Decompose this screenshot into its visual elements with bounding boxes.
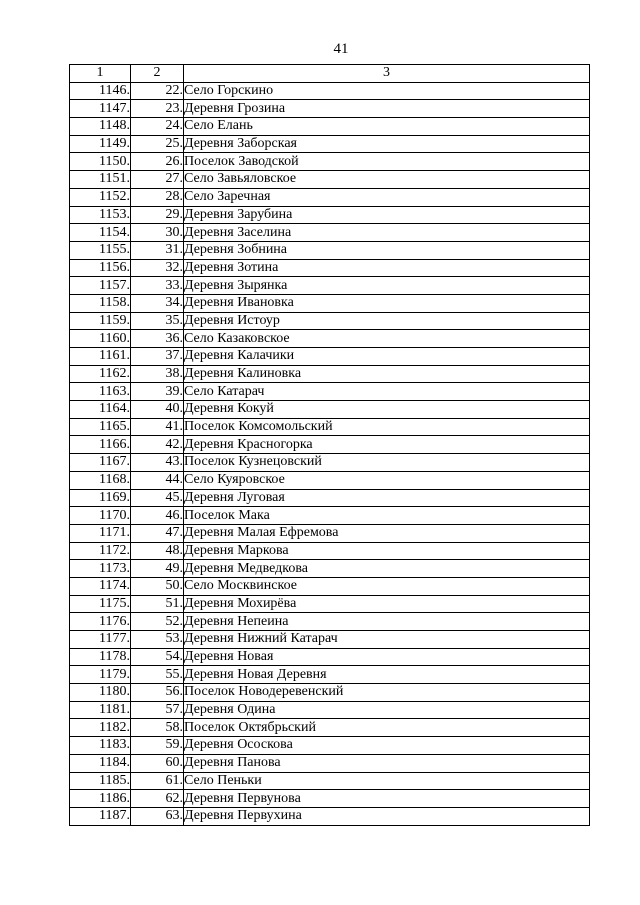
row-global-number: 1178. (70, 648, 131, 666)
row-local-number: 37. (131, 348, 184, 366)
row-global-number: 1159. (70, 312, 131, 330)
row-local-number: 22. (131, 82, 184, 100)
table-row (70, 737, 590, 755)
table-row (70, 577, 590, 595)
table-row (70, 772, 590, 790)
row-local-number: 47. (131, 524, 184, 542)
settlement-name: Деревня Зырянка (184, 277, 590, 295)
table-row (70, 631, 590, 649)
row-global-number: 1179. (70, 666, 131, 684)
settlement-name: Деревня Маркова (184, 542, 590, 560)
row-local-number: 61. (131, 772, 184, 790)
row-local-number: 45. (131, 489, 184, 507)
row-global-number: 1149. (70, 135, 131, 153)
row-local-number: 25. (131, 135, 184, 153)
table-row (70, 153, 590, 171)
row-local-number: 28. (131, 188, 184, 206)
row-global-number: 1150. (70, 153, 131, 171)
row-local-number: 24. (131, 118, 184, 136)
settlement-name: Село Завьяловское (184, 171, 590, 189)
settlement-name: Поселок Мака (184, 507, 590, 525)
row-local-number: 46. (131, 507, 184, 525)
settlement-name: Деревня Нижний Катарач (184, 631, 590, 649)
table-row (70, 595, 590, 613)
settlement-name: Деревня Малая Ефремова (184, 524, 590, 542)
settlements-table (69, 64, 590, 826)
table-body (70, 82, 590, 825)
row-global-number: 1186. (70, 790, 131, 808)
settlement-name: Деревня Ососкова (184, 737, 590, 755)
row-global-number: 1184. (70, 754, 131, 772)
settlement-name: Село Москвинское (184, 577, 590, 595)
table-row (70, 365, 590, 383)
settlement-name: Деревня Луговая (184, 489, 590, 507)
row-local-number: 59. (131, 737, 184, 755)
table-row (70, 524, 590, 542)
page-number: 41 (333, 41, 349, 57)
row-global-number: 1180. (70, 684, 131, 702)
column-header-2: 2 (131, 65, 184, 83)
settlement-name: Деревня Первунова (184, 790, 590, 808)
settlement-name: Деревня Новая (184, 648, 590, 666)
settlement-name: Деревня Ивановка (184, 294, 590, 312)
row-global-number: 1148. (70, 118, 131, 136)
table-row (70, 454, 590, 472)
table-row (70, 82, 590, 100)
row-global-number: 1160. (70, 330, 131, 348)
table-row (70, 259, 590, 277)
table-row (70, 648, 590, 666)
table-row (70, 330, 590, 348)
row-local-number: 34. (131, 294, 184, 312)
table-row (70, 418, 590, 436)
row-local-number: 42. (131, 436, 184, 454)
settlement-name: Деревня Одина (184, 701, 590, 719)
table-row (70, 294, 590, 312)
row-global-number: 1154. (70, 224, 131, 242)
settlement-name: Село Казаковское (184, 330, 590, 348)
settlement-name: Село Горскино (184, 82, 590, 100)
settlement-name: Деревня Непеина (184, 613, 590, 631)
table-row (70, 401, 590, 419)
settlement-name: Деревня Зарубина (184, 206, 590, 224)
table-row (70, 135, 590, 153)
row-local-number: 48. (131, 542, 184, 560)
row-global-number: 1183. (70, 737, 131, 755)
settlement-name: Деревня Мохирёва (184, 595, 590, 613)
settlement-name: Деревня Калачики (184, 348, 590, 366)
row-local-number: 51. (131, 595, 184, 613)
row-local-number: 27. (131, 171, 184, 189)
row-local-number: 60. (131, 754, 184, 772)
row-global-number: 1185. (70, 772, 131, 790)
row-global-number: 1153. (70, 206, 131, 224)
row-local-number: 26. (131, 153, 184, 171)
table-row (70, 224, 590, 242)
row-local-number: 23. (131, 100, 184, 118)
table-row (70, 348, 590, 366)
settlement-name: Село Заречная (184, 188, 590, 206)
table-row (70, 719, 590, 737)
row-local-number: 57. (131, 701, 184, 719)
table-row (70, 436, 590, 454)
row-global-number: 1168. (70, 471, 131, 489)
settlement-name: Деревня Заборская (184, 135, 590, 153)
row-local-number: 54. (131, 648, 184, 666)
row-local-number: 52. (131, 613, 184, 631)
row-global-number: 1181. (70, 701, 131, 719)
table-row (70, 489, 590, 507)
table-row (70, 560, 590, 578)
row-local-number: 38. (131, 365, 184, 383)
row-local-number: 44. (131, 471, 184, 489)
table-row (70, 684, 590, 702)
settlement-name: Деревня Заселина (184, 224, 590, 242)
table-row (70, 666, 590, 684)
table-row (70, 312, 590, 330)
table-row (70, 277, 590, 295)
row-local-number: 56. (131, 684, 184, 702)
settlement-name: Деревня Истоур (184, 312, 590, 330)
row-global-number: 1155. (70, 241, 131, 259)
settlement-name: Поселок Кузнецовский (184, 454, 590, 472)
settlement-name: Деревня Первухина (184, 807, 590, 825)
row-local-number: 41. (131, 418, 184, 436)
table-row (70, 471, 590, 489)
row-global-number: 1165. (70, 418, 131, 436)
table-row (70, 383, 590, 401)
row-global-number: 1173. (70, 560, 131, 578)
row-global-number: 1156. (70, 259, 131, 277)
row-global-number: 1182. (70, 719, 131, 737)
table-row (70, 118, 590, 136)
row-local-number: 62. (131, 790, 184, 808)
row-global-number: 1176. (70, 613, 131, 631)
row-local-number: 49. (131, 560, 184, 578)
table-row (70, 188, 590, 206)
row-global-number: 1161. (70, 348, 131, 366)
row-global-number: 1146. (70, 82, 131, 100)
row-global-number: 1172. (70, 542, 131, 560)
row-local-number: 58. (131, 719, 184, 737)
row-global-number: 1157. (70, 277, 131, 295)
row-local-number: 30. (131, 224, 184, 242)
settlement-name: Поселок Заводской (184, 153, 590, 171)
row-local-number: 55. (131, 666, 184, 684)
settlement-name: Деревня Панова (184, 754, 590, 772)
row-global-number: 1166. (70, 436, 131, 454)
settlement-name: Поселок Новодеревенский (184, 684, 590, 702)
table-header-row (70, 65, 590, 83)
table-row (70, 100, 590, 118)
settlement-name: Деревня Медведкова (184, 560, 590, 578)
column-header-3: 3 (184, 65, 590, 83)
table-row (70, 206, 590, 224)
table-row (70, 613, 590, 631)
row-local-number: 39. (131, 383, 184, 401)
settlement-name: Село Куяровское (184, 471, 590, 489)
row-local-number: 53. (131, 631, 184, 649)
settlement-name: Село Елань (184, 118, 590, 136)
row-global-number: 1163. (70, 383, 131, 401)
settlement-name: Деревня Кокуй (184, 401, 590, 419)
row-local-number: 63. (131, 807, 184, 825)
settlement-name: Село Катарач (184, 383, 590, 401)
settlement-name: Деревня Калиновка (184, 365, 590, 383)
settlement-name: Поселок Октябрьский (184, 719, 590, 737)
row-local-number: 50. (131, 577, 184, 595)
row-global-number: 1175. (70, 595, 131, 613)
settlement-name: Деревня Красногорка (184, 436, 590, 454)
settlement-name: Деревня Зотина (184, 259, 590, 277)
settlement-name: Поселок Комсомольский (184, 418, 590, 436)
row-global-number: 1147. (70, 100, 131, 118)
settlement-name: Деревня Новая Деревня (184, 666, 590, 684)
table-row (70, 790, 590, 808)
row-local-number: 32. (131, 259, 184, 277)
row-local-number: 36. (131, 330, 184, 348)
column-header-1: 1 (70, 65, 131, 83)
table-row (70, 754, 590, 772)
row-global-number: 1167. (70, 454, 131, 472)
row-global-number: 1151. (70, 171, 131, 189)
row-global-number: 1162. (70, 365, 131, 383)
table-row (70, 241, 590, 259)
row-local-number: 33. (131, 277, 184, 295)
row-global-number: 1177. (70, 631, 131, 649)
row-global-number: 1152. (70, 188, 131, 206)
row-global-number: 1171. (70, 524, 131, 542)
row-global-number: 1187. (70, 807, 131, 825)
table-row (70, 171, 590, 189)
row-global-number: 1158. (70, 294, 131, 312)
row-global-number: 1169. (70, 489, 131, 507)
row-local-number: 31. (131, 241, 184, 259)
row-global-number: 1174. (70, 577, 131, 595)
row-local-number: 29. (131, 206, 184, 224)
settlement-name: Деревня Зобнина (184, 241, 590, 259)
table-row (70, 542, 590, 560)
settlement-name: Село Пеньки (184, 772, 590, 790)
settlement-name: Деревня Грозина (184, 100, 590, 118)
row-local-number: 35. (131, 312, 184, 330)
row-global-number: 1170. (70, 507, 131, 525)
table-row (70, 507, 590, 525)
table-row (70, 807, 590, 825)
table-row (70, 701, 590, 719)
row-local-number: 40. (131, 401, 184, 419)
row-local-number: 43. (131, 454, 184, 472)
row-global-number: 1164. (70, 401, 131, 419)
